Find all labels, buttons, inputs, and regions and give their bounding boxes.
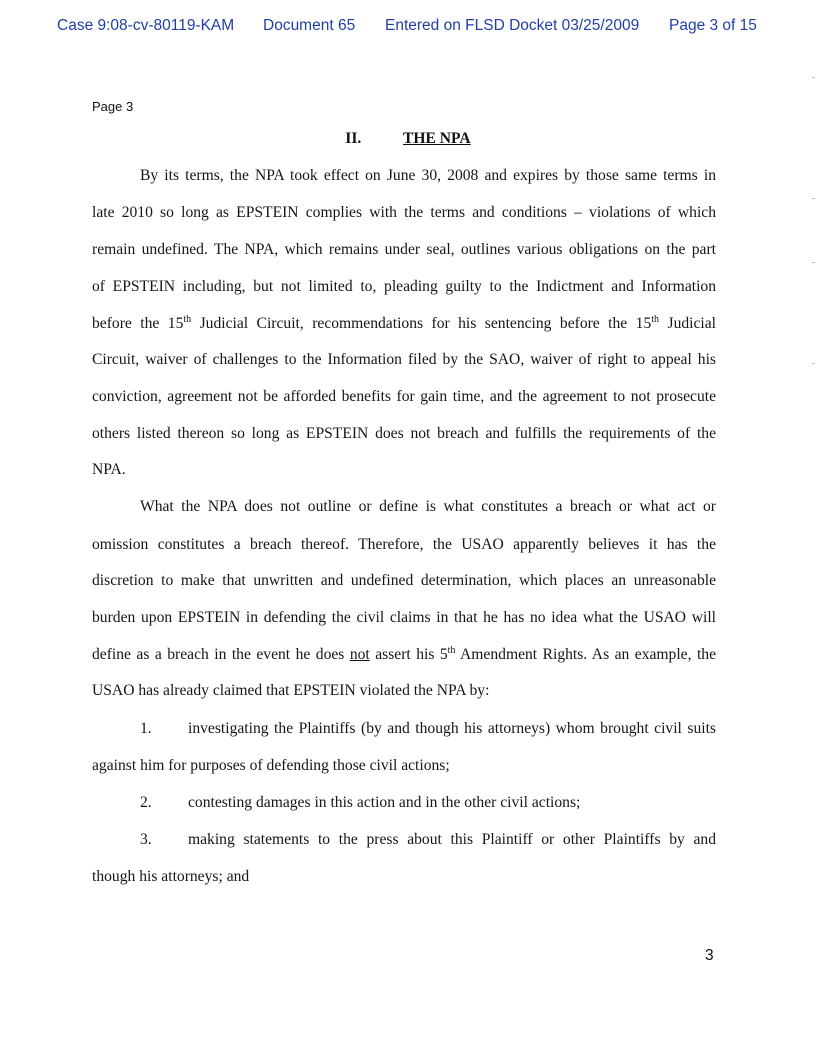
section-number: II.: [345, 130, 362, 147]
paragraph-1-line: others listed thereon so long as EPSTEIN does not breach and fulfills the requirements of the: [92, 425, 716, 442]
paragraph-1-line: before the 15th Judicial Circuit, recommendations for his sentencing before the 15th Judicial: [92, 313, 717, 332]
docket-entry-date: Entered on FLSD Docket 03/25/2009: [385, 17, 640, 34]
scan-edge-mark: [812, 363, 815, 364]
footer-page-number: 3: [705, 947, 714, 964]
list-item-number: 3.: [140, 831, 152, 848]
paragraph-2-line: What the NPA does not outline or define is what constitutes a breach or what act or: [140, 498, 716, 515]
list-item-number: 2.: [140, 794, 152, 811]
paragraph-1-line: conviction, agreement not be afforded benefits for gain time, and the agreement to not prosecute: [92, 388, 716, 405]
paragraph-2-line: USAO has already claimed that EPSTEIN violated the NPA by:: [92, 682, 490, 699]
paragraph-1-line: By its terms, the NPA took effect on June 30, 2008 and expires by those same terms in: [140, 167, 716, 184]
paragraph-1-line: Circuit, waiver of challenges to the Information filed by the SAO, waiver of right to appeal his: [92, 351, 716, 368]
document-number: Document 65: [263, 17, 356, 34]
page-label: Page 3: [92, 99, 134, 114]
case-number: Case 9:08-cv-80119-KAM: [57, 17, 235, 34]
section-heading: [0, 130, 816, 148]
list-item: 2. contesting damages in this action and in the other civil actions;: [92, 793, 716, 813]
paragraph-1-line: NPA.: [92, 461, 126, 478]
page-count: Page 3 of 15: [669, 17, 757, 34]
list-item-continuation: against him for purposes of defending those civil actions;: [92, 757, 450, 774]
paragraph-1-line: of EPSTEIN including, but not limited to, pleading guilty to the Indictment and Information: [92, 278, 716, 295]
paragraph-2-line: omission constitutes a breach thereof. Therefore, the USAO apparently believes it has the: [92, 536, 716, 553]
paragraph-2-line: discretion to make that unwritten and undefined determination, which places an unreasonable: [92, 572, 716, 589]
section-title: THE NPA: [402, 130, 471, 147]
list-item-number: 1.: [140, 720, 152, 737]
paragraph-1-line: late 2010 so long as EPSTEIN complies with the terms and conditions – violations of which: [92, 204, 716, 221]
paragraph-2-line: define as a breach in the event he does not assert his 5th Amendment Rights. As an example, the: [92, 644, 717, 663]
scan-edge-mark: [812, 77, 815, 78]
scan-edge-mark: [812, 198, 815, 199]
list-item: 1. investigating the Plaintiffs (by and though his attorneys) whom brought civil suits: [92, 719, 716, 739]
paragraph-1-line: remain undefined. The NPA, which remains under seal, outlines various obligations on the part: [92, 241, 716, 258]
scan-edge-mark: [812, 262, 815, 263]
paragraph-2-line: burden upon EPSTEIN in defending the civil claims in that he has no idea what the USAO will: [92, 609, 716, 626]
list-item-continuation: though his attorneys; and: [92, 868, 250, 885]
list-item: 3. making statements to the press about this Plaintiff or other Plaintiffs by and: [92, 830, 716, 850]
